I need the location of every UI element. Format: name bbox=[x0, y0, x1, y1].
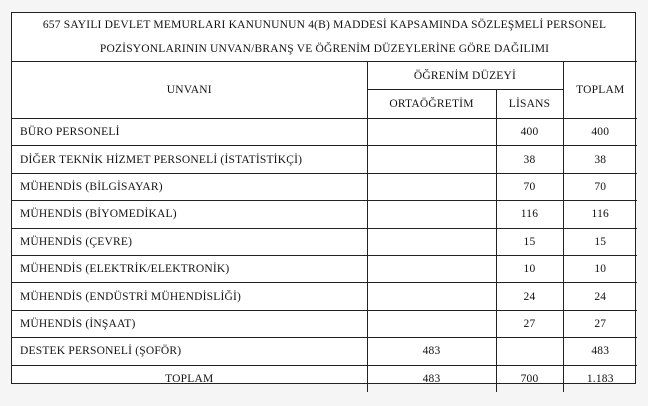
row-name: MÜHENDİS (ENDÜSTRİ MÜHENDİSLİĞİ) bbox=[12, 283, 367, 310]
table-title bbox=[12, 13, 637, 62]
row-toplam: 27 bbox=[563, 310, 637, 337]
row-toplam: 116 bbox=[563, 201, 637, 228]
table-row bbox=[12, 283, 637, 310]
table-row bbox=[12, 119, 637, 146]
table-row bbox=[12, 228, 637, 255]
row-name: MÜHENDİS (BİLGİSAYAR) bbox=[12, 173, 367, 200]
row-lisans: 24 bbox=[496, 283, 563, 310]
total-label: TOPLAM bbox=[12, 365, 367, 392]
table-row bbox=[12, 255, 637, 282]
row-toplam: 400 bbox=[563, 119, 637, 146]
row-ortaogretim bbox=[367, 119, 496, 146]
row-toplam: 38 bbox=[563, 146, 637, 173]
row-ortaogretim bbox=[367, 146, 496, 173]
table-title-line-1: 657 SAYILI DEVLET MEMURLARI KANUNUNUN 4(B) MADDESİ KAPSAMINDA SÖZLEŞMELİ PERSONEL bbox=[42, 19, 607, 31]
row-name: MÜHENDİS (BİYOMEDİKAL) bbox=[12, 201, 367, 228]
row-ortaogretim: 483 bbox=[367, 338, 496, 365]
table-title-line-2: POZİSYONLARININ UNVAN/BRANŞ VE ÖĞRENİM DÜZEYLERİNE GÖRE DAĞILIMI bbox=[99, 43, 550, 55]
row-lisans: 27 bbox=[496, 310, 563, 337]
row-ortaogretim bbox=[367, 310, 496, 337]
row-toplam: 24 bbox=[563, 283, 637, 310]
header-toplam: TOPLAM bbox=[563, 62, 637, 119]
table-row bbox=[12, 173, 637, 200]
row-name: MÜHENDİS (ELEKTRİK/ELEKTRONİK) bbox=[12, 255, 367, 282]
row-name: MÜHENDİS (ÇEVRE) bbox=[12, 228, 367, 255]
row-toplam: 70 bbox=[563, 173, 637, 200]
row-name: DESTEK PERSONELİ (ŞOFÖR) bbox=[12, 338, 367, 365]
row-lisans: 10 bbox=[496, 255, 563, 282]
row-lisans: 116 bbox=[496, 201, 563, 228]
row-ortaogretim bbox=[367, 255, 496, 282]
total-ortaogretim: 483 bbox=[367, 365, 496, 392]
personnel-distribution-table bbox=[12, 13, 637, 392]
row-name: MÜHENDİS (İNŞAAT) bbox=[12, 310, 367, 337]
row-toplam: 10 bbox=[563, 255, 637, 282]
row-lisans: 38 bbox=[496, 146, 563, 173]
row-ortaogretim bbox=[367, 201, 496, 228]
row-name: DİĞER TEKNİK HİZMET PERSONELİ (İSTATİSTİKÇİ) bbox=[12, 146, 367, 173]
header-ortaogretim: ORTAÖĞRETİM bbox=[367, 90, 496, 119]
row-ortaogretim bbox=[367, 173, 496, 200]
table-row bbox=[12, 146, 637, 173]
row-lisans: 70 bbox=[496, 173, 563, 200]
row-lisans: 400 bbox=[496, 119, 563, 146]
total-lisans: 700 bbox=[496, 365, 563, 392]
row-toplam: 483 bbox=[563, 338, 637, 365]
personnel-table-container bbox=[11, 12, 636, 384]
row-lisans bbox=[496, 338, 563, 365]
total-toplam: 1.183 bbox=[563, 365, 637, 392]
header-lisans: LİSANS bbox=[496, 90, 563, 119]
row-toplam: 15 bbox=[563, 228, 637, 255]
table-row bbox=[12, 201, 637, 228]
row-ortaogretim bbox=[367, 283, 496, 310]
table-row bbox=[12, 338, 637, 365]
row-lisans: 15 bbox=[496, 228, 563, 255]
total-row bbox=[12, 365, 637, 392]
header-ogrenim-duzeyi: ÖĞRENİM DÜZEYİ bbox=[367, 62, 563, 90]
header-unvan: UNVANI bbox=[12, 62, 367, 119]
row-name: BÜRO PERSONELİ bbox=[12, 119, 367, 146]
table-row bbox=[12, 310, 637, 337]
row-ortaogretim bbox=[367, 228, 496, 255]
